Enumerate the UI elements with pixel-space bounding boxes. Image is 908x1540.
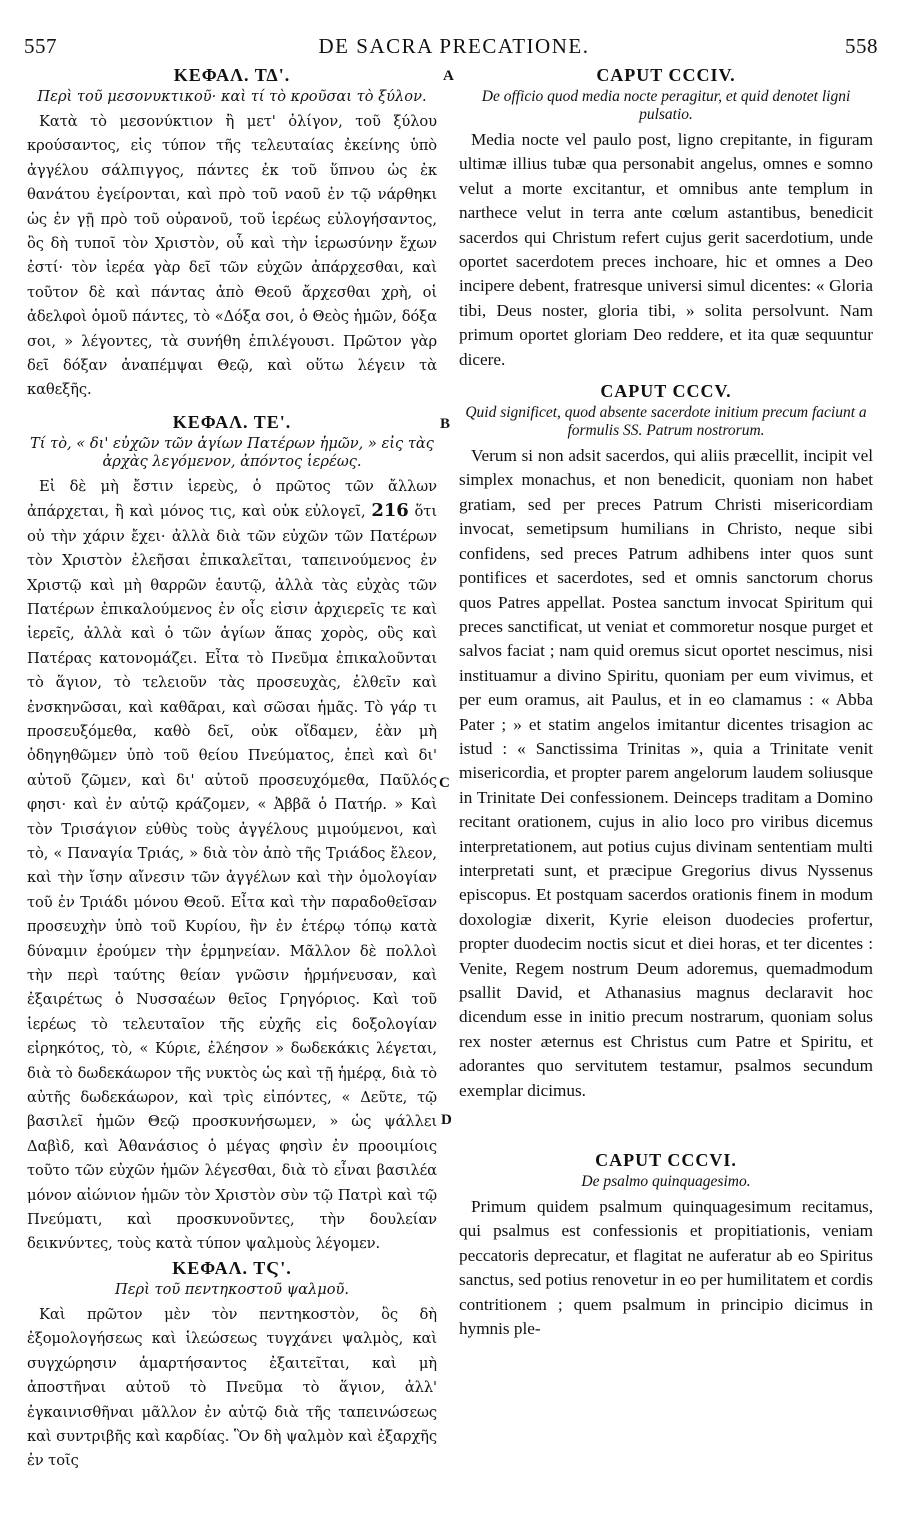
- chapter-text: Κατὰ τὸ μεσονύκτιον ἢ μετ' ὀλίγον, τοῦ ξύλου κρούσαντος, εἰς τύπον τῆς τελευταίας ἐκείνης ὑπὸ ἀγγέλου σάλπιγγος, πάντες ἐκ τοῦ ὕπνου ὡς ἐκ θανάτου ἐγείρονται, καὶ πρὸ τοῦ ναοῦ ἐν τῷ νάρθηκι ὡς ἐν γῇ πρὸ τοῦ οὐρανοῦ, τοῦ ἱερέως εὐλογήσαντος, ὃς δὴ τυποῖ τὸν Χριστὸν, οὗ καὶ τὴν ἱερωσύνην ἔχων ἐστί· τὸν ἱερέα γὰρ δεῖ τῶν εὐχῶν ἀπάρχεσθαι, καὶ τοῦτον δὲ καὶ πάντας ἀπὸ Θεοῦ ἄρχεσθαι χρὴ, οἱ ἀδελφοὶ ὁμοῦ πάντες, τὸ «Δόξα σοι, ὁ Θεὸς ἡμῶν, δόξα σοι, » λέγοντες, τὰ συνήθη ἐπιλέγουσι. Πρῶτον γὰρ δεῖ δόξαν ἀναπέμψαι Θεῷ, καὶ οὕτω λέγειν τὰ καθεξῆς.: [27, 113, 437, 399]
- page-number-left: 557: [24, 34, 57, 58]
- chapter-heading: ΚΕΦΑΛ. ΤΕ'.: [172, 411, 292, 432]
- chapter-heading: ΚΕΦΑΛ. ΤϚ'.: [172, 1257, 292, 1278]
- section-gap: [27, 403, 437, 411]
- latin-chapter-304: [459, 64, 873, 372]
- chapter-text: Verum si non adsit sacerdos, qui aliis præcellit, incipit vel simplex monachus, et non benedicit, quoniam non habet gratiam, sed per preces Patrum Christi misericordiam invocat, semetipsum humilians in Christo, neque sibi confidens, sed preces Patrum adhibens inter quos sunt pontifices et sacerdotes, sed et omnis sanctorum chorus quos Patres appellat. Postea sanctum invocat Spiritum qui preces sanctificat, ut veniat et commoretur nosque purget et salvos faciat ; nam quid oremus sicut oportet nescimus, nisi instituamur a divino Spiritu, quoniam per eum vivimus, et per eum oramus, ait Paulus, et in eo clamamus : « Abba Pater ; » et statim angelos imitantur dicentes trisagion ac istud : « Sanctissima Trinitas », quia a Trinitate venit misericordia, et propter parem angelorum laudem soliusque in Trinitate Dei confessionem. Deinceps traditam a Domino recitant orationem, cujus in alio loco pro viribus dicemus interpretationem, aut potius cujus divinam sententiam multi interpretati sunt, et præcipue Gregorius divus Nyssenus episcopus. Et postquam sacerdos orationis finem in modum doxologiæ dixerit, Kyrie eleison duodecies profertur, propter duodecim noctis sicut et diei horas, et ter dicentes : Venite, Regem nostrum Deum adoremus, quemadmodum psallit David, et Athanasius magnus declaravit hoc dicendum esse in initio precum nostrarum, quoniam solus rex noster æternus est Christus cum Patre et Spiritu, et adorantes quo servitutem testamur, psalmos secundum exemplar dicimus.: [459, 446, 873, 1100]
- section-gap: [459, 372, 873, 380]
- chapter-heading: ΚΕΦΑΛ. ΤΔ'.: [173, 65, 291, 85]
- chapter-subtitle: De psalmo quinquagesimo.: [581, 1173, 751, 1191]
- greek-chapter-305: [27, 411, 437, 1257]
- greek-chapter-306: [27, 1257, 437, 1474]
- gutter-mark-b: B: [440, 416, 451, 432]
- marginal-column-number: 216: [371, 500, 409, 522]
- gutter-mark-a: A: [443, 68, 454, 84]
- chapter-subtitle: De officio quod media nocte peragitur, et quid denotet ligni pulsatio.: [481, 88, 851, 123]
- gutter-mark-c: C: [439, 775, 450, 791]
- greek-chapter-304: [27, 64, 437, 403]
- greek-column: [27, 64, 437, 1474]
- chapter-text-part1: Εἰ δὲ μὴ ἔστιν ἱερεὺς, ὁ πρῶτος τῶν ἄλλων ἀπάρχεται, ἢ καὶ μόνος τις, καὶ οὐκ εὐλογεῖ,: [27, 477, 437, 521]
- page-number-right: 558: [845, 34, 878, 58]
- gutter-mark-d: D: [441, 1112, 452, 1128]
- chapter-heading: CAPUT CCCVI.: [595, 1150, 737, 1171]
- running-title: DE SACRA PRECATIONE.: [318, 34, 590, 58]
- chapter-subtitle: Περὶ τοῦ μεσονυκτικοῦ· καὶ τί τὸ κροῦσαι τὸ ξύλον.: [37, 88, 427, 105]
- chapter-text: Primum quidem psalmum quinquagesimum recitamus, qui psalmus est confessionis et propitiationis, veniam peccatoris deprecatur, et flagitat ne auferatur ab eo Spiritus sanctus, sed potius renovetur in eo per humilitatem et cordis contritionem ; quem psalmum in principio dicimus in hymnis ple-: [459, 1197, 873, 1339]
- chapter-text: Καὶ πρῶτον μὲν τὸν πεντηκοστὸν, ὃς δὴ ἐξομολογήσεως καὶ ἱλεώσεως τυγχάνει ψαλμὸς, καὶ συγχώρησιν ἁμαρτήσαντος ἐξαιτεῖται, καὶ μὴ ἀποστῆναι αὐτοῦ τὸ Πνεῦμα τὸ ἅγιον, ἀλλ' ἐγκαινισθῆναι μᾶλλον ἐν αὐτῷ διὰ τῆς ταπεινώσεως καὶ συντριβῆς καὶ καρδίας. Ὃν δὴ ψαλμὸν καὶ ἐξαρχῆς ἐν τοῖς: [27, 1305, 437, 1470]
- section-gap: [459, 1103, 873, 1149]
- chapter-heading: CAPUT CCCV.: [600, 381, 732, 402]
- latin-chapter-305: [459, 380, 873, 1103]
- chapter-text: Media nocte vel paulo post, ligno crepitante, in figuram ultimæ illius tubæ qua personabit angelus, omnes e somno velut a morte excitantur, et omnibus ante templum in narthece velut in terra ante cœlum astantibus, benedicit sacerdos qui Christum refert cujus gerit sacerdotium, unde oportet sacerdotem preces inchoare, hic et omnes a Deo incipere debent, fratresque universi simul dicentes: « Gloria tibi, Deus noster, gloria tibi, » solita persolvunt. Nam primum oportet gloriam Deo reddere, et ita quæ sequuntur dicere.: [459, 130, 873, 369]
- latin-chapter-306: [459, 1149, 873, 1341]
- latin-column: [459, 64, 873, 1341]
- chapter-heading: CAPUT CCCIV.: [596, 65, 736, 85]
- chapter-subtitle: Quid significet, quod absente sacerdote initium precum faciunt a formulis SS. Patrum nostrorum.: [465, 404, 867, 440]
- chapter-subtitle: Τί τὸ, « δι' εὐχῶν τῶν ἁγίων Πατέρων ἡμῶν, » εἰς τὰς ἀρχὰς λεγόμενον, ἀπόντος ἱερέως.: [30, 434, 434, 470]
- chapter-text-part2: ὅτι οὐ τὴν χάριν ἔχει· ἀλλὰ διὰ τῶν εὐχῶν τῶν Πατέρων τὸν Χριστὸν ἐλεῆσαι ἐπικαλεῖται, ταπεινούμενος ἐν Χριστῷ καὶ μὴ θαρρῶν ἑαυτῷ, ἀλλὰ τὰς εὐχὰς τῶν Πατέρων ἐπικαλούμενος ἐν οἷς εἰσιν ἀρχιερεῖς τε καὶ ἱερεῖς, ἀλλὰ καὶ ὁ τῶν ἁγίων ἅπας χορὸς, οὓς καὶ Πατέρας κατονομάζει. Εἶτα τὸ Πνεῦμα ἐπικαλοῦνται τὸ ἅγιον, τὸ τελειοῦν τὰς προσευχὰς, ἐλθεῖν καὶ ἐνσκηνῶσαι, καὶ καθᾶραι, καὶ σῶσαι ἡμᾶς. Τὸ γάρ τι προσευξόμεθα, καθὸ δεῖ, οὐκ οἴδαμεν, ἐὰν μὴ ὁδηγηθῶμεν ὑπὸ τοῦ θείου Πνεύματος, ἐπεὶ καὶ δι' αὐτοῦ ζῶμεν, καὶ δι' αὐτοῦ προσευχόμεθα, Παῦλός φησι· καὶ ἐν αὐτῷ κράζομεν, « Ἀββᾶ ὁ Πατήρ. » Καὶ τὸν Τρισάγιον εὐθὺς τοὺς ἀγγέλους μιμούμενοι, καὶ τὸ, « Παναγία Τριάς, » διὰ τὸν ἀπὸ τῆς Τριάδος ἔλεον, καὶ τὴν ἴσην αἴνεσιν τῶν ἀγγέλων καὶ τὴν ὁμολογίαν τοῦ ἐν Τριάδι μόνου Θεοῦ. Εἶτα καὶ τὴν παραδοθεῖσαν προσευχὴν ὑπὸ τοῦ Κυρίου, ἣν ἐν ἑτέρῳ τόπῳ κατὰ δύναμιν ἐρούμεν τὴν ἑρμηνείαν. Μᾶλλον δὲ πολλοὶ τὴν περὶ ταύτης θείαν γνῶσιν ἡρμήνευσαν, καὶ ἐξαιρέτως ὁ Νυσσαέων θεῖος Γρηγόριος. Καὶ τοῦ ἱερέως τὸ τελευταῖον τῆς εὐχῆς εἰς δοξολογίαν εἰρηκότος, τὸ, « Κύριε, ἐλέησον » δωδεκάκις λέγεται, διὰ τὸ δωδεκάωρον τῆς νυκτὸς ὡς καὶ τῇ ἡμέρᾳ, διὰ τὸ αὐτῆς δωδεκάωρον, καὶ τρὶς εἰπόντες, « Δεῦτε, τῷ βασιλεῖ ἡμῶν Θεῷ προσκυνήσωμεν, » ὡς ψάλλει Δαβὶδ, καὶ Ἀθανάσιος ὁ μέγας φησὶν ἐν προοιμίοις τοῦτο τῶν εὐχῶν ἡμῶν λέγεσθαι, διὰ τὸ εἶναι βασιλέα μόνον αἰώνιον ἡμῶν τὸν Χριστὸν σὺν τῷ Πατρὶ καὶ τῷ Πνεύματι, καὶ προσκυνοῦντες, τὴν δουλείαν δεικνύντες, τοὺς κατὰ τύπον ψαλμοὺς λέγομεν.: [27, 503, 437, 1253]
- chapter-text: [27, 475, 437, 1257]
- chapter-subtitle: Περὶ τοῦ πεντηκοστοῦ ψαλμοῦ.: [115, 1280, 349, 1298]
